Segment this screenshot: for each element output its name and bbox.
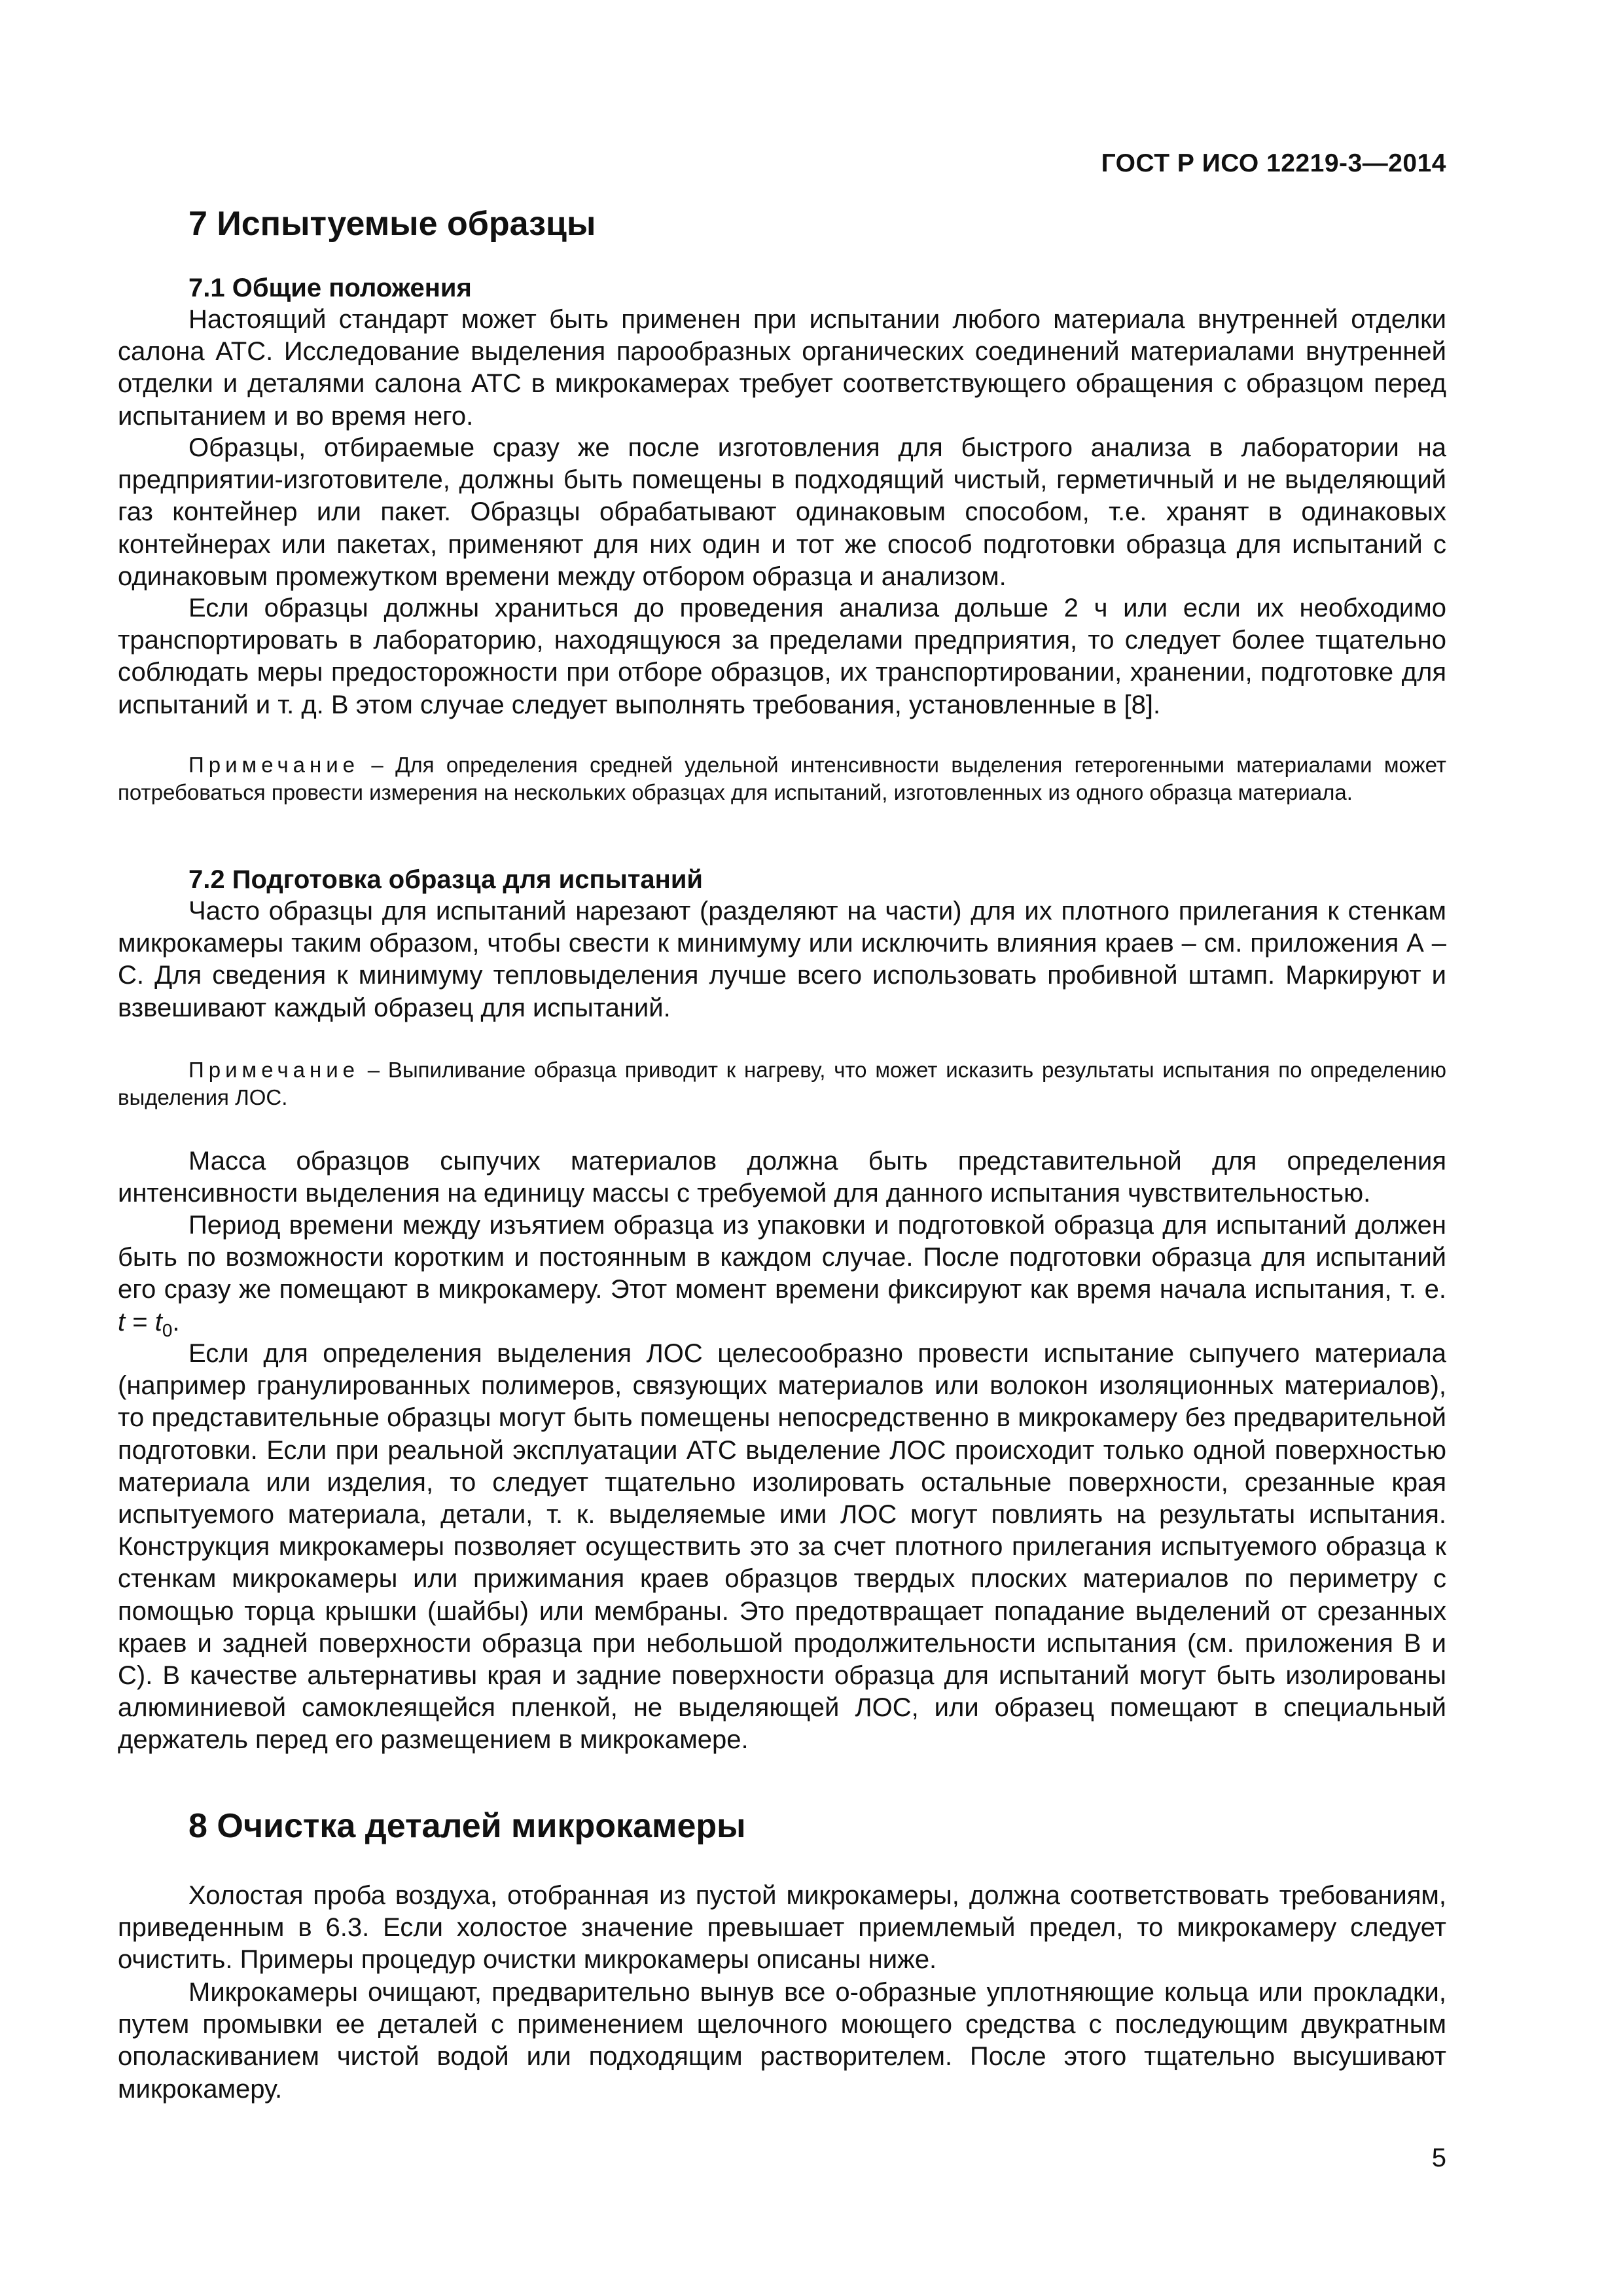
subscript-zero: 0 bbox=[162, 1319, 173, 1340]
variable-t0: t bbox=[154, 1307, 162, 1336]
section-7-1-title: 7.1 Общие положения bbox=[188, 274, 472, 302]
note-text: – Для определения средней удельной интенсивности выделения гетерогенными материалами может потребоваться провести измерения на нескольких образцах для испытаний, изготовленных из одного образца материала. bbox=[118, 753, 1446, 804]
note-label: Примечание bbox=[188, 753, 360, 777]
document-code: ГОСТ Р ИСО 12219-3—2014 bbox=[1101, 149, 1446, 177]
section-7-2-paragraph-3 bbox=[118, 1210, 1446, 1346]
section-8-paragraph-1: Холостая проба воздуха, отобранная из пустой микрокамеры, должна соответствовать требованиям, приведенным в 6.3. Если холостое значение превышает приемлемый предел, то микрокамеру следует очистить. Примеры процедур очистки микрокамеры описаны ниже. bbox=[118, 1881, 1446, 1975]
variable-t: t bbox=[118, 1307, 126, 1336]
section-7-title: 7 Испытуемые образцы bbox=[188, 205, 596, 243]
note-text: – Выпиливание образца приводит к нагреву, что может исказить результаты испытания по определению выделения ЛОС. bbox=[118, 1058, 1446, 1109]
paragraph-text: Период времени между изъятием образца из упаковки и подготовкой образца для испытаний должен быть по возможности коротким и постоянным в каждом случае. После подготовки образца для испытаний его сразу же помещают в микрокамеру. Этот момент времени фиксируют как время начала испытания, т. е. bbox=[118, 1211, 1446, 1304]
page-number: 5 bbox=[1431, 2144, 1446, 2172]
section-8-paragraph-2: Микрокамеры очищают, предварительно вынув все о-образные уплотняющие кольца или прокладки, путем промывки ее деталей с применением щелочного моющего средства с последующим двукратным ополаскиванием чистой водой или подходящим растворителем. После этого тщательно высушивают микрокамеру. bbox=[118, 1978, 1446, 2104]
section-7-2-title: 7.2 Подготовка образца для испытаний bbox=[188, 865, 704, 894]
period: . bbox=[172, 1307, 180, 1336]
section-7-1-paragraph-3: Если образцы должны храниться до проведения анализа дольше 2 ч или если их необходимо транспортировать в лабораторию, находящуюся за пределами предприятия, то следует более тщательно соблюдать меры предосторожности при отборе образцов, их транспортировании, хранении, подготовке для испытаний и т. д. В этом случае следует выполнять требования, установленные в [8]. bbox=[118, 594, 1446, 719]
section-7-1-paragraph-2: Образцы, отбираемые сразу же после изготовления для быстрого анализа в лаборатории на предприятии-изготовителе, должны быть помещены в подходящий чистый, герметичный и не выделяющий газ контейнер или пакет. Образцы обрабатывают одинаковым способом, т.е. хранят в одинаковых контейнерах или пакетах, применяют для них один и тот же способ подготовки образца для испытаний с одинаковым промежутком времени между отбором образца и анализом. bbox=[118, 433, 1446, 591]
section-7-2-note bbox=[118, 1056, 1446, 1111]
section-7-1-paragraph-1: Настоящий стандарт может быть применен при испытании любого материала внутренней отделки салона АТС. Исследование выделения парообразных органических соединений материалами внутренней отделки и деталями салона АТС в микрокамерах требует соответствующего обращения с образцом перед испытанием и во время него. bbox=[118, 305, 1446, 431]
section-7-2-paragraph-2: Масса образцов сыпучих материалов должна быть представительной для определения интенсивности выделения на единицу массы с требуемой для данного испытания чувствительностью. bbox=[118, 1147, 1446, 1208]
section-7-1-note bbox=[118, 751, 1446, 806]
equals-sign: = bbox=[125, 1307, 155, 1336]
section-7-2-paragraph-1: Часто образцы для испытаний нарезают (разделяют на части) для их плотного прилегания к стенкам микрокамеры таким образом, чтобы свести к минимуму или исключить влияния краев – см. приложения А – С. Для сведения к минимуму тепловыделения лучше всего использовать пробивной штамп. Маркируют и взвешивают каждый образец для испытаний. bbox=[118, 897, 1446, 1022]
note-label: Примечание bbox=[188, 1058, 360, 1082]
section-7-2-paragraph-4: Если для определения выделения ЛОС целесообразно провести испытание сыпучего материала (например гранулированных полимеров, связующих материалов или волокон изоляционных материалов), то представительные образцы могут быть помещены непосредственно в микрокамеру без предварительной подготовки. Если при реальной эксплуатации АТС выделение ЛОС происходит только одной поверхностью материала или изделия, то следует тщательно изолировать остальные поверхности, срезанные края испытуемого материала, детали, т. к. выделяемые ими ЛОС могут повлиять на результаты испытания. Конструкция микрокамеры позволяет осуществить это за счет плотного прилегания испытуемого образца к стенкам микрокамеры или прижимания краев образцов твердых плоских материалов по периметру с помощью торца крышки (шайбы) или мембраны. Это предотвращает попадание выделений от срезанных краев и задней поверхности образца при небольшой продолжительности испытания (см. приложения В и С). В качестве альтернативы края и задние поверхности образца для испытаний могут быть изолированы алюминиевой самоклеящейся пленкой, не выделяющей ЛОС, или образец помещают в специальный держатель перед его размещением в микрокамере. bbox=[118, 1339, 1446, 1755]
section-8-title: 8 Очистка деталей микрокамеры bbox=[188, 1807, 746, 1845]
